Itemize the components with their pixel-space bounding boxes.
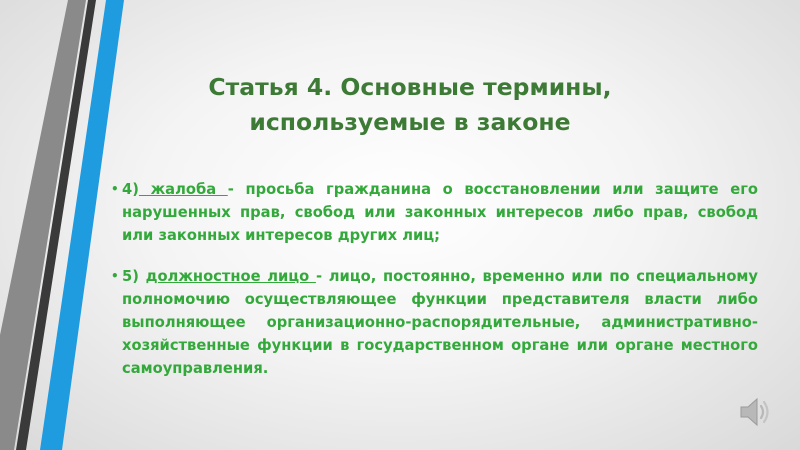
title-line-1: Статья 4. Основные термины, <box>208 73 612 101</box>
list-item <box>111 178 758 247</box>
title-line-2: используемые в законе <box>249 108 571 136</box>
item-number: 5) <box>122 268 139 285</box>
speaker-icon[interactable] <box>737 394 773 430</box>
bullet-dot: • <box>111 182 119 196</box>
list-item <box>111 265 758 380</box>
item-term: должностное лицо <box>145 268 316 285</box>
decorative-stripes <box>0 0 130 450</box>
item-text: - просьба гражданина о восстановлении или защите его нарушенных прав, свобод или законных интересов либо прав, свобод или законных интересов других лиц; <box>122 181 758 244</box>
bullet-dot: • <box>111 269 119 283</box>
definitions-list <box>111 178 758 380</box>
item-text: - лицо, постоянно, временно или по специальному полномочию осуществляющее функции представителя власти либо выполняющее организационно-распорядительные, административно-хозяйственные функции в государственном органе или органе местного самоуправления. <box>122 268 758 377</box>
slide-title <box>170 70 650 140</box>
item-term: жалоба <box>138 181 228 198</box>
item-number: 4) <box>122 181 139 198</box>
